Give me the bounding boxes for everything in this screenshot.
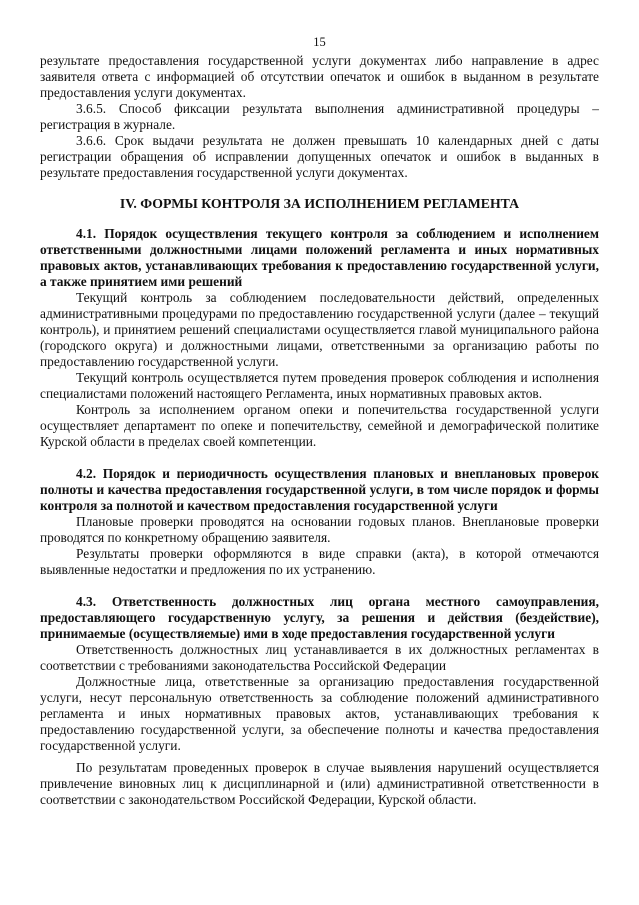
spacer bbox=[40, 578, 599, 594]
page-number: 15 bbox=[313, 35, 326, 49]
paragraph-4-3-personal-responsibility: Должностные лица, ответственные за организацию предоставления государственной услуги, несут персональную ответственность за соблюдение положений административного регламента и иных нормативных правовых актов, устанавливающих требования к предоставлению государственной услуги, за обеспечение полноты и качества предоставления государственной услуги. bbox=[40, 674, 599, 753]
paragraph-4-3-liability: Ответственность должностных лиц устанавливается в их должностных регламентах в соответствии с требованиями законодательства Российской Федерации bbox=[40, 642, 599, 673]
spacer bbox=[40, 450, 599, 466]
paragraph-4-1-inspections: Текущий контроль осуществляется путем проведения проверок соблюдения и исполнения специалистами положений настоящего Регламента, иных нормативных правовых актов. bbox=[40, 370, 599, 401]
paragraph-4-1-department-control: Контроль за исполнением органом опеки и попечительства государственной услуги осуществляет департамент по опеке и попечительству, семейной и демографической политике Курской области в пределах своей компетенции. bbox=[40, 402, 599, 449]
paragraph-4-2-planned-checks: Плановые проверки проводятся на основании годовых планов. Внеплановые проверки проводятся по конкретному обращению заявителя. bbox=[40, 514, 599, 545]
paragraph-4-3-disciplinary: По результатам проведенных проверок в случае выявления нарушений осуществляется привлечение виновных лиц к дисциплинарной и (или) административной ответственности в соответствии с законодательством Российской Федерации, Курской области. bbox=[40, 760, 599, 807]
paragraph-3-6-6: 3.6.6. Срок выдачи результата не должен превышать 10 календарных дней с даты регистрации обращения об исправлении допущенных опечаток и ошибок в выданных в результате предоставления государственной услуги документах. bbox=[40, 133, 599, 180]
paragraph-4-2-results: Результаты проверки оформляются в виде справки (акта), в которой отмечаются выявленные недостатки и предложения по их устранению. bbox=[40, 546, 599, 577]
subsection-heading-4-3: 4.3. Ответственность должностных лиц органа местного самоуправления, предоставляющего государственную услугу, за решения и действия (бездействие), принимаемые (осуществляемые) ими в ходе предоставления государственной услуги bbox=[40, 594, 599, 641]
paragraph-result-documents: результате предоставления государственной услуги документах либо направление в адрес заявителя ответа с информацией об отсутствии опечаток и ошибок в выданном в результате предоставления услуги документах. bbox=[40, 53, 599, 100]
subsection-heading-4-1: 4.1. Порядок осуществления текущего контроля за соблюдением и исполнением ответственными должностными лицами положений регламента и иных нормативных правовых актов, устанавливающих требования к предоставлению государственной услуги, а также принятием ими решений bbox=[40, 226, 599, 289]
section-heading-iv: IV. ФОРМЫ КОНТРОЛЯ ЗА ИСПОЛНЕНИЕМ РЕГЛАМЕНТА bbox=[119, 196, 520, 211]
subsection-heading-4-2: 4.2. Порядок и периодичность осуществления плановых и внеплановых проверок полноты и качества предоставления государственной услуги, в том числе порядок и формы контроля за полнотой и качеством предоставления государственной услуги bbox=[40, 466, 599, 513]
paragraph-3-6-5: 3.6.5. Способ фиксации результата выполнения административной процедуры – регистрация в журнале. bbox=[40, 101, 599, 132]
paragraph-4-1-current-control: Текущий контроль за соблюдением последовательности действий, определенных административными процедурами по предоставлению государственной услуги (далее – текущий контроль), и принятием решений специалистами осуществляется главой муниципального района (городского округа) и должностными лицами, ответственными за организацию работы по предоставлению государственной услуги. bbox=[40, 290, 599, 369]
